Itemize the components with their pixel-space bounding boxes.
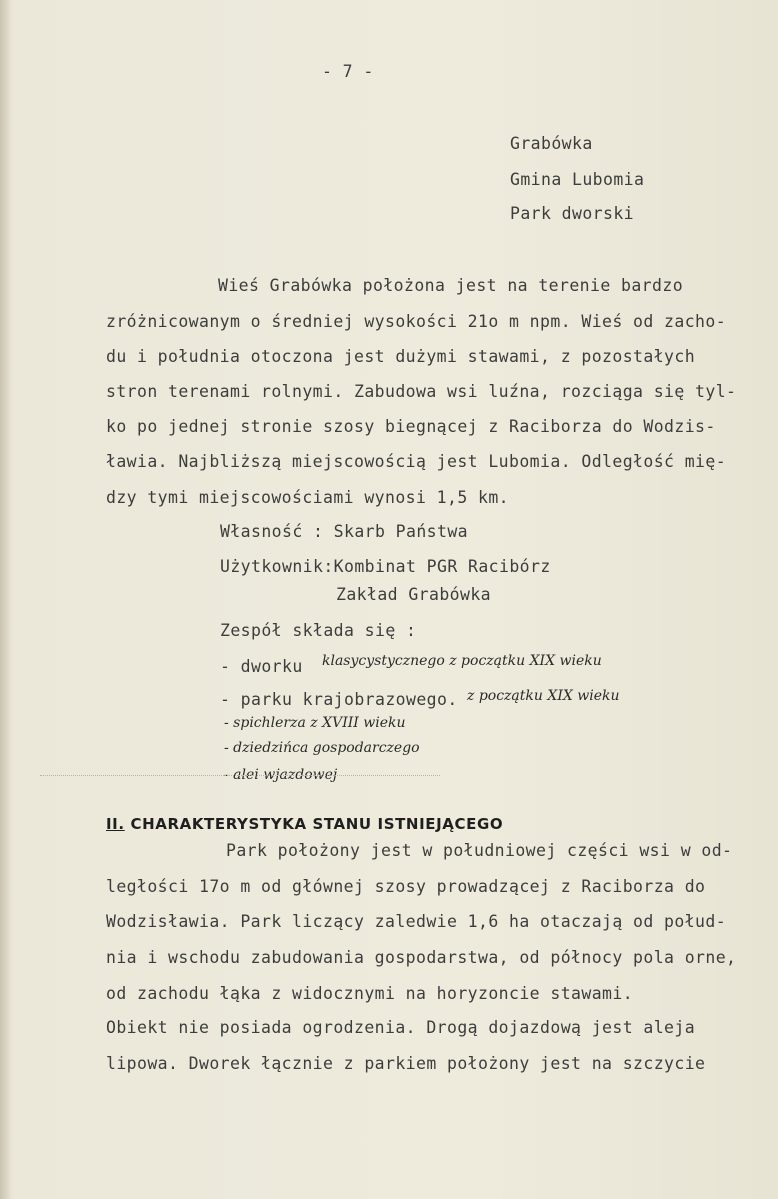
complex-title: Zespół składa się : xyxy=(220,621,417,640)
section-line: ległości 17o m od głównej szosy prowadzącej z Raciborza do xyxy=(106,877,706,896)
complex-item-typed: - dworku xyxy=(220,657,303,676)
intro-line: ko po jednej stronie szosy biegnącej z Raciborza do Wodzis- xyxy=(106,417,716,436)
page-number: - 7 - xyxy=(322,62,374,81)
intro-line: dzy tymi miejscowościami wynosi 1,5 km. xyxy=(106,488,510,507)
complex-item-handwritten: klasycystycznego z początku XIX wieku xyxy=(322,653,602,669)
ownership-owner: Własność : Skarb Państwa xyxy=(220,522,469,541)
complex-item-typed: - parku krajobrazowego. xyxy=(220,690,458,709)
section-line: lipowa. Dworek łącznie z parkiem położony jest na szczycie xyxy=(106,1054,706,1073)
complex-item-handwritten: - alei wjazdowej xyxy=(224,767,338,783)
complex-item-handwritten: - spichlerza z XVIII wieku xyxy=(224,715,406,731)
section-title: CHARAKTERYSTYKA STANU ISTNIEJĄCEGO xyxy=(130,815,504,833)
complex-item-handwritten: - dziedzińca gospodarczego xyxy=(224,740,420,756)
section-line: Obiekt nie posiada ogrodzenia. Drogą dojazdową jest aleja xyxy=(106,1018,696,1037)
section-line: od zachodu łąka z widocznymi na horyzoncie stawami. xyxy=(106,984,634,1003)
section-line: nia i wschodu zabudowania gospodarstwa, od północy pola orne, xyxy=(106,948,737,967)
header-commune: Gmina Lubomia xyxy=(510,170,645,189)
intro-line: du i południa otoczona jest dużymi stawami, z pozostałych xyxy=(106,347,696,366)
header-object: Park dworski xyxy=(510,204,635,223)
ownership-user: Użytkownik:Kombinat PGR Racibórz xyxy=(220,557,551,576)
intro-line: ławia. Najbliższą miejscowością jest Lubomia. Odległość mię- xyxy=(106,452,727,471)
section-line: Wodzisławia. Park liczący zaledwie 1,6 ha otaczają od połud- xyxy=(106,912,727,931)
faded-dotted-line xyxy=(40,775,440,776)
section-line: Park położony jest w południowej części wsi w od- xyxy=(226,841,733,860)
intro-line: stron terenami rolnymi. Zabudowa wsi luźna, rozciąga się tyl- xyxy=(106,382,737,401)
complex-item-handwritten: z początku XIX wieku xyxy=(467,688,620,704)
section-number: II. xyxy=(106,815,125,833)
section-heading xyxy=(106,815,503,833)
page-binding-edge xyxy=(0,0,10,1199)
ownership-user-unit: Zakład Grabówka xyxy=(336,585,492,604)
intro-line: zróżnicowanym o średniej wysokości 21o m npm. Wieś od zacho- xyxy=(106,312,727,331)
header-locality: Grabówka xyxy=(510,134,593,153)
intro-line: Wieś Grabówka położona jest na terenie bardzo xyxy=(218,276,684,295)
